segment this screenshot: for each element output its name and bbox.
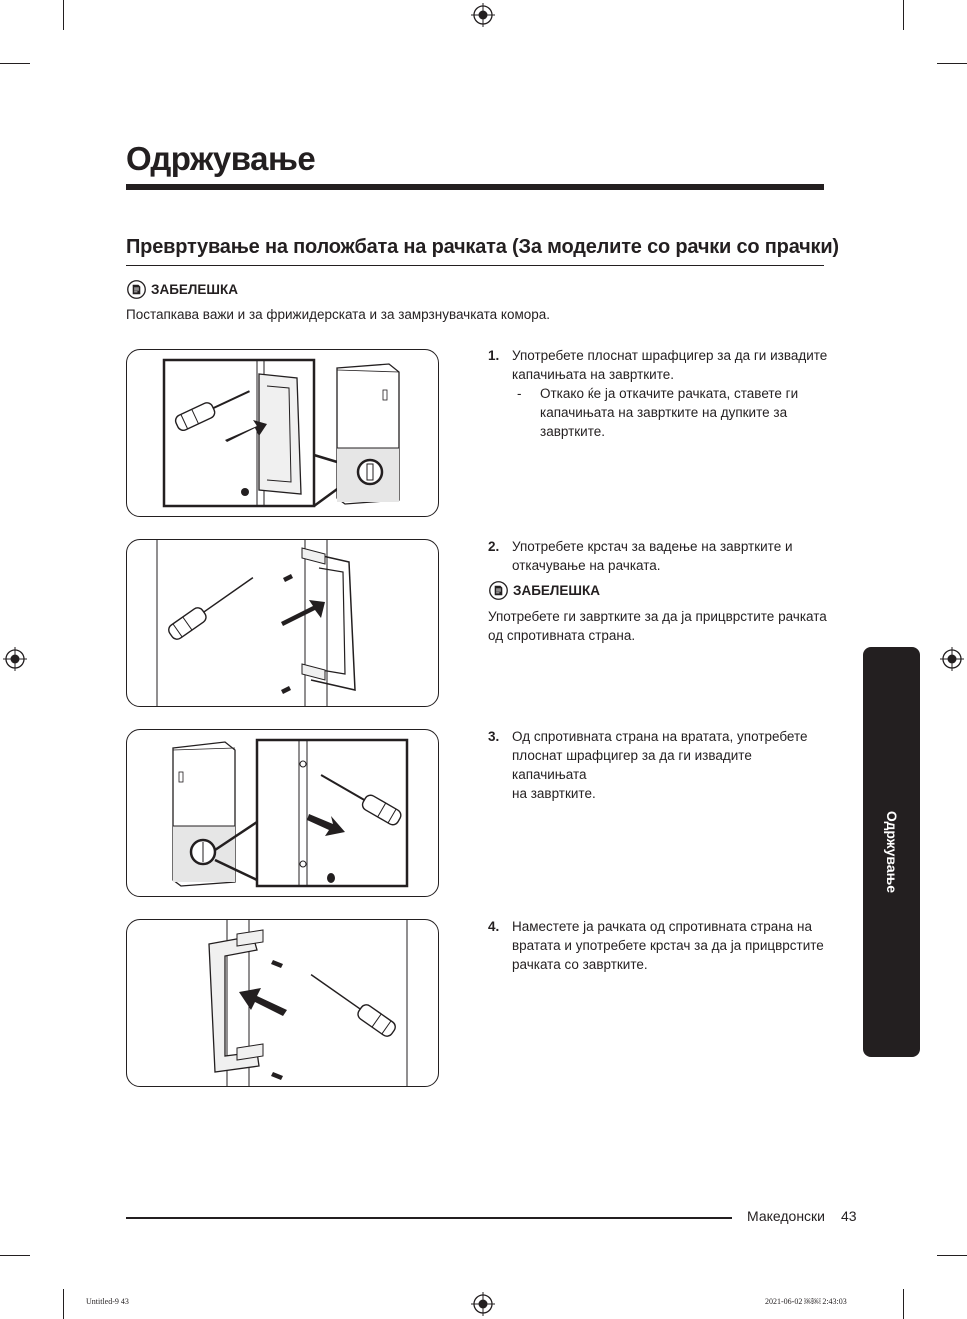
dash-bullet: - xyxy=(517,386,522,401)
step-text-line: капачињата на завртките. xyxy=(512,367,674,382)
step-text-line: Од спротивната страна на вратата, употребете xyxy=(512,729,808,744)
registration-mark-icon xyxy=(471,1292,495,1316)
note-text-line: Употребете ги завртките за да ја прицврстите рачката xyxy=(488,609,827,624)
note-header xyxy=(489,581,600,600)
step-number: 1. xyxy=(488,348,500,363)
step-text-line: Употребете крстач за вадење на завртките и xyxy=(512,539,793,554)
note-icon xyxy=(489,581,508,600)
step-text-line: рачката со завртките. xyxy=(512,957,648,972)
note-text: Постапкава важи и за фрижидерската и за замрзнувачката комора. xyxy=(126,307,551,322)
step-text-line: плоснат шрафцигер за да ги извадите капачињата xyxy=(512,748,752,782)
step-text-line: вратата и употребете крстач за да ја прицврстите xyxy=(512,938,824,953)
crop-mark xyxy=(63,0,64,30)
figure-step-4 xyxy=(126,919,439,1087)
step-number: 3. xyxy=(488,729,500,744)
note-text-line: од спротивната страна. xyxy=(488,628,636,643)
step-3 xyxy=(488,727,828,803)
step-number: 2. xyxy=(488,539,500,554)
chapter-side-tab xyxy=(863,647,920,1057)
step-sub-item xyxy=(517,384,828,441)
section-title: Превртување на положбата на рачката (За моделите со рачки со прачки) xyxy=(126,236,839,258)
crop-mark xyxy=(0,1255,30,1256)
step-sub-line: завртките. xyxy=(540,424,606,439)
note-label: ЗАБЕЛЕШКА xyxy=(151,282,238,297)
figure-step-2 xyxy=(126,539,439,707)
step-text-line: на завртките. xyxy=(512,786,596,801)
print-slug-left: Untitled-9 43 xyxy=(86,1297,129,1306)
footer-language: Македонски xyxy=(747,1208,825,1224)
footer-rule xyxy=(126,1217,732,1219)
note-text xyxy=(488,607,827,645)
registration-mark-icon xyxy=(471,3,495,27)
crop-mark xyxy=(937,63,967,64)
step-1 xyxy=(488,346,828,441)
step-2 xyxy=(488,537,828,575)
step-text-line: Употребете плоснат шрафцигер за да ги извадите xyxy=(512,348,828,363)
figure-step-1 xyxy=(126,349,439,517)
chapter-rule xyxy=(126,184,824,190)
chapter-title: Одржување xyxy=(126,140,316,177)
crop-mark xyxy=(903,0,904,30)
step-text-line: откачување на рачката. xyxy=(512,558,661,573)
section-rule xyxy=(126,265,824,266)
step-text-line: Наместете ја рачката од спротивната страна на xyxy=(512,919,812,934)
figure-step-3 xyxy=(126,729,439,897)
crop-mark xyxy=(937,1255,967,1256)
crop-mark xyxy=(0,63,30,64)
side-tab-label: Одржување xyxy=(883,810,900,894)
note-icon xyxy=(127,280,146,299)
registration-mark-icon xyxy=(940,647,964,671)
registration-mark-icon xyxy=(3,647,27,671)
step-4 xyxy=(488,917,828,974)
page-number: 43 xyxy=(841,1208,857,1224)
note-header xyxy=(127,280,238,299)
crop-mark xyxy=(903,1289,904,1319)
crop-mark xyxy=(63,1289,64,1319)
step-number: 4. xyxy=(488,919,500,934)
step-sub-line: Откако ќе ја откачите рачката, ставете ги xyxy=(540,386,799,401)
note-label: ЗАБЕЛЕШКА xyxy=(513,583,600,598)
print-slug-right: 2021-06-02 ￼￼ 2:43:03 xyxy=(765,1297,847,1306)
step-sub-line: капачињата на завртките на дупките за xyxy=(540,405,788,420)
